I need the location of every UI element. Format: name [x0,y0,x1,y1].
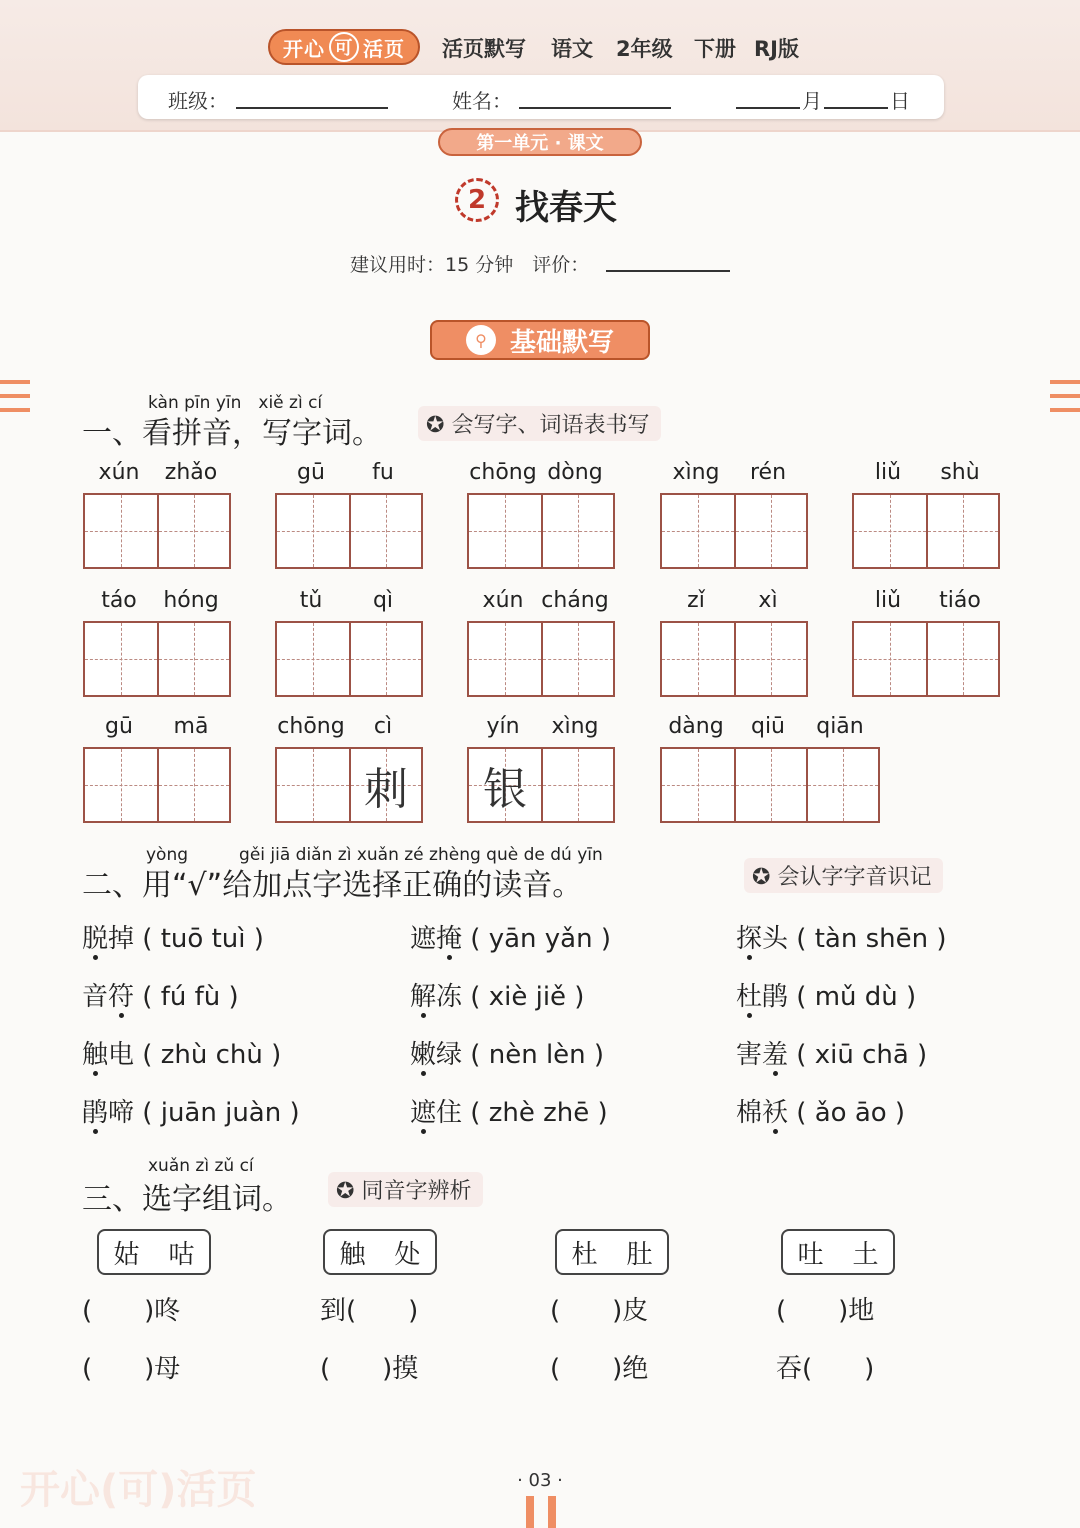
class-label: 班级： [168,89,228,113]
spacer [535,1098,543,1128]
reading-option[interactable]: zhē [543,1098,590,1128]
reading-option[interactable]: chā [862,1040,909,1070]
writing-cell[interactable] [662,623,734,695]
paren-close: ) [928,924,947,954]
pinyin-label: fu [372,460,394,485]
tianzige-group [852,493,1000,569]
tianzige-group [275,747,423,823]
item-word [410,1040,462,1070]
pinyin-label: hóng [163,588,219,613]
writing-cell[interactable] [469,623,541,695]
header-edition: RJ版 [754,37,799,61]
q1-heading: 一、看拼音，写字词。 [82,416,382,451]
tianzige-group [660,493,808,569]
pinyin-label: gū [105,714,133,739]
pinyin-label: yín [486,714,520,739]
q2-tag [744,858,943,893]
pair-character: 吐 [797,1239,824,1270]
paren-open: ( [462,1040,489,1070]
reading-option[interactable]: tàn [814,924,858,954]
pair-character: 触 [339,1239,366,1270]
reading-option[interactable]: dù [864,982,898,1012]
writing-cell[interactable] [541,749,613,821]
item-word [736,1040,788,1070]
time-hint: 建议用时：15 分钟 评价： [350,254,590,276]
cell-character [854,623,926,695]
fill-blank-item[interactable]: ( )地 [776,1296,875,1326]
writing-cell[interactable] [469,749,541,821]
reading-option[interactable]: yǎn [544,924,593,954]
tag-gear-icon: ✪ [336,1179,355,1204]
pinyin-label: liǔ [874,460,902,485]
cell-character [351,495,421,567]
spacer [538,1040,546,1070]
pair-character: 土 [852,1239,879,1270]
pinyin-label: qì [372,588,394,613]
pair-character: 杜 [571,1239,598,1270]
pinyin-label: zhǎo [164,460,218,485]
reading-option[interactable]: fú [160,982,187,1012]
writing-cell[interactable] [662,749,734,821]
cell-character [277,749,349,821]
brand-text-left: 开心 [283,36,325,61]
writing-cell[interactable] [277,623,349,695]
reading-option[interactable]: zhè [488,1098,535,1128]
bottom-bar-right [548,1496,556,1528]
dotted-character: 袄 [762,1098,789,1128]
spacer [217,1098,225,1128]
pinyin-label: táo [101,588,137,613]
q3-heading: 三、选字组词。 [82,1182,292,1217]
paren-close: ) [886,1098,906,1128]
cell-character [543,495,613,567]
character-pair-box [555,1229,669,1275]
day-label: 日 [890,89,910,113]
fill-blank-item[interactable]: ( )母 [82,1354,181,1384]
cell-character [277,495,349,567]
pinyin-label: shù [940,460,980,485]
evaluation-field[interactable] [606,270,730,272]
paren-close: ) [908,1040,928,1070]
paren-open: ( [788,1098,815,1128]
character: 冻 [436,982,463,1012]
paren-close: ) [897,982,917,1012]
name-field[interactable] [519,107,671,109]
pronunciation-item [82,1034,281,1071]
writing-cell[interactable] [662,495,734,567]
section-banner-label: 基础默写 [509,327,614,358]
character: 头 [762,924,789,954]
q2-tag-text: 会认字字音识记 [777,865,932,890]
reading-option[interactable]: jiě [535,982,567,1012]
tianzige-group [467,493,615,569]
writing-cell[interactable] [854,495,926,567]
writing-cell[interactable] [349,623,421,695]
pinyin-label: gū [297,460,325,485]
name-label: 姓名： [452,89,512,113]
reading-option[interactable]: lèn [545,1040,586,1070]
spacer [537,924,545,954]
paren-open: ( [462,1098,489,1128]
writing-cell[interactable] [469,495,541,567]
pinyin-label: mā [173,714,209,739]
class-field[interactable] [236,107,388,109]
writing-cell[interactable] [734,495,806,567]
paren-open: ( [134,924,161,954]
fill-blank-item[interactable]: 到( ) [320,1296,419,1326]
watermark-mid: 可 [118,1467,159,1513]
tianzige-group [660,621,808,697]
cell-character [543,623,613,695]
header-course: 语文 [551,37,593,61]
cell-character [662,749,734,821]
cell-character [159,623,229,695]
paren-close: ) [245,924,264,954]
reading-option[interactable]: xiè [488,982,528,1012]
header-subject: 活页默写 [442,37,526,61]
spacer [203,924,211,954]
dotted-character: 羞 [762,1040,789,1070]
pair-character: 咕 [168,1239,195,1270]
spacer [207,1040,215,1070]
paren-close: ) [585,1040,605,1070]
paren-close: ) [262,1040,282,1070]
dotted-character: 符 [108,982,135,1012]
item-word [82,1040,134,1070]
item-word [410,1098,462,1128]
dotted-character: 鹃 [82,1098,109,1128]
pinyin-label: xún [98,460,140,485]
left-edge-mark [0,380,30,412]
pronunciation-item [736,918,947,955]
writing-cell[interactable] [157,623,229,695]
cell-character [159,749,229,821]
reading-option[interactable]: fù [194,982,221,1012]
writing-cell[interactable] [854,623,926,695]
writing-cell[interactable] [349,749,421,821]
writing-cell[interactable] [277,495,349,567]
cell-character [85,623,157,695]
reading-option[interactable]: ǎo [814,1098,847,1128]
fill-blank-item[interactable]: ( )皮 [550,1296,649,1326]
reading-option[interactable]: juàn [225,1098,282,1128]
cell-character [351,623,421,695]
q2-pinyin: yòng gěi jiā diǎn zì xuǎn zé zhèng què de dú yīn [146,845,603,865]
reading-option[interactable]: tuō [160,924,204,954]
month-label: 月 [802,89,822,113]
pinyin-label: dàng [668,714,724,739]
character: 害 [736,1040,763,1070]
item-word [82,1098,134,1128]
item-word [410,982,462,1012]
writing-cell[interactable] [85,749,157,821]
cell-character [928,623,998,695]
pinyin-label: cì [373,714,393,739]
pinyin-label: xìng [551,714,599,739]
pinyin-label: zǐ [687,588,705,613]
watermark-text-left: 开心 [20,1467,100,1513]
item-word [736,1098,788,1128]
dotted-character: 解 [410,982,437,1012]
writing-cell[interactable] [349,495,421,567]
cell-character [662,495,734,567]
spacer [527,982,535,1012]
pinyin-label: chōng [469,460,537,485]
writing-cell[interactable] [85,495,157,567]
dotted-character: 触 [82,1040,109,1070]
paren-close: ) [281,1098,300,1128]
reading-option[interactable]: shēn [865,924,929,954]
day-field[interactable] [824,107,888,109]
reading-option[interactable]: chù [215,1040,263,1070]
dotted-character: 掩 [436,924,463,954]
pronunciation-item [736,1034,927,1071]
pronunciation-item [82,976,239,1013]
paren-close: ) [589,1098,608,1128]
writing-cell[interactable] [926,495,998,567]
tianzige-group [83,621,231,697]
character: 啼 [108,1098,135,1128]
character-pair-box [323,1229,437,1275]
fill-blank-item[interactable]: ( )绝 [550,1354,649,1384]
pronunciation-item [410,976,584,1013]
dotted-character: 遮 [410,1098,437,1128]
right-edge-mark [1050,380,1080,412]
q1-tag-text: 会写字、词语表书写 [451,413,650,438]
item-word [82,982,134,1012]
header-volume: 下册 [694,37,736,61]
reading-option[interactable]: zhù [160,1040,208,1070]
spacer [186,982,194,1012]
fill-blank-item[interactable]: ( )咚 [82,1296,181,1326]
cell-character [736,495,806,567]
paren-close: ) [566,982,585,1012]
character: 遮 [410,924,437,954]
tianzige-group [83,747,231,823]
brand-logo [268,29,420,65]
writing-cell[interactable] [277,749,349,821]
student-info-box [138,75,944,119]
writing-cell[interactable] [734,749,806,821]
pinyin-label: xìng [672,460,720,485]
magnifier-icon: ⚲ [466,325,496,355]
page-number: · 03 · [517,1470,563,1491]
character-pair-box [97,1229,211,1275]
paren-open: ( [134,1040,161,1070]
pair-character: 肚 [626,1239,653,1270]
pinyin-label: liǔ [874,588,902,613]
character: 音 [82,982,109,1012]
cell-character [736,749,806,821]
dotted-character: 探 [736,924,763,954]
pinyin-label: rén [749,460,787,485]
pronunciation-item [410,918,611,955]
character: 绿 [436,1040,463,1070]
writing-cell[interactable] [926,623,998,695]
tianzige-group [275,621,423,697]
lesson-number: 2 [455,178,499,222]
paren-close: ) [220,982,239,1012]
character: 掉 [108,924,135,954]
paren-close: ) [592,924,612,954]
tianzige-group [852,621,1000,697]
tianzige-group [83,493,231,569]
q3-tag [328,1172,483,1207]
character: 鹃 [762,982,789,1012]
cell-character [808,749,878,821]
paren-open: ( [134,1098,161,1128]
reading-option[interactable]: mǔ [814,982,857,1012]
cell-character: 刺 [364,764,408,815]
tianzige-group [660,747,880,823]
reading-option[interactable]: juān [160,1098,217,1128]
character-pair-box [781,1229,895,1275]
bottom-bar-left [526,1496,534,1528]
spacer [857,924,865,954]
pinyin-label: tǔ [299,588,323,613]
writing-cell[interactable] [541,623,613,695]
pronunciation-item [82,1092,300,1129]
month-field[interactable] [736,107,800,109]
paren-open: ( [134,982,161,1012]
pinyin-label: xì [758,588,778,613]
brand-watermark: 开心(可)活页 [20,1467,257,1513]
cell-character: 银 [483,764,527,815]
header-grade: 2年级 [616,37,673,61]
pinyin-label: dòng [547,460,603,485]
cell-character [662,623,734,695]
spacer [847,1098,855,1128]
q1-tag [418,406,661,441]
pronunciation-item [410,1092,608,1129]
reading-option[interactable]: yān [488,924,537,954]
reading-option[interactable]: nèn [488,1040,538,1070]
cell-character [85,495,157,567]
writing-cell[interactable] [85,623,157,695]
paren-open: ( [788,1040,815,1070]
fill-blank-item[interactable]: 吞( ) [776,1354,875,1384]
pronunciation-item [736,976,916,1013]
brand-circle-icon [329,32,359,62]
character: 电 [108,1040,135,1070]
pair-character: 处 [394,1239,421,1270]
pronunciation-item [736,1092,905,1129]
tag-gear-icon: ✪ [752,865,771,890]
watermark-text-right: 活页 [176,1467,257,1513]
pair-character: 姑 [113,1239,140,1270]
q2-heading: 二、用“√”给加点字选择正确的读音。 [82,868,583,903]
paren-open: ( [462,982,489,1012]
paren-open: ( [462,924,489,954]
cell-character [469,495,541,567]
pinyin-label: xún [482,588,524,613]
writing-cell[interactable] [541,495,613,567]
writing-cell[interactable] [734,623,806,695]
cell-character [85,749,157,821]
q3-tag-text: 同音字辨析 [361,1179,472,1204]
pinyin-label: qiū [750,714,786,739]
unit-badge: 第一单元 · 课文 [438,128,642,156]
item-word [82,924,134,954]
brand-circle-text: 可 [334,38,354,59]
item-word [736,982,788,1012]
paren-open: ( [788,982,815,1012]
character: 住 [436,1098,463,1128]
spacer [854,1040,862,1070]
brand-text-right: 活页 [363,36,405,61]
q1-pinyin: kàn pīn yīn xiě zì cí [148,393,323,413]
item-word [410,924,462,954]
tianzige-group [467,747,615,823]
cell-character [543,749,613,821]
q3-pinyin: xuǎn zì zǔ cí [148,1156,254,1176]
section-banner [430,320,650,360]
item-word [736,924,788,954]
cell-character [277,623,349,695]
spacer [857,982,865,1012]
reading-option[interactable]: xiū [814,1040,854,1070]
fill-blank-item[interactable]: ( )摸 [320,1354,419,1384]
cell-character [854,495,926,567]
pronunciation-item [82,918,264,955]
writing-cell[interactable] [157,749,229,821]
paren-open: ( [788,924,815,954]
dotted-character: 嫩 [410,1040,437,1070]
pinyin-label: chōng [277,714,345,739]
lesson-title: 找春天 [515,188,617,228]
tag-gear-icon: ✪ [426,413,445,438]
writing-cell[interactable] [157,495,229,567]
dotted-character: 脱 [82,924,109,954]
reading-option[interactable]: tuì [211,924,246,954]
tianzige-group [275,493,423,569]
pinyin-label: tiáo [939,588,981,613]
pinyin-label: qiān [816,714,864,739]
cell-character [469,623,541,695]
character: 棉 [736,1098,763,1128]
cell-character [736,623,806,695]
writing-cell[interactable] [806,749,878,821]
dotted-character: 杜 [736,982,763,1012]
tianzige-group [467,621,615,697]
cell-character [928,495,998,567]
pronunciation-item [410,1034,604,1071]
reading-option[interactable]: āo [854,1098,887,1128]
cell-character [159,495,229,567]
pinyin-label: cháng [541,588,609,613]
